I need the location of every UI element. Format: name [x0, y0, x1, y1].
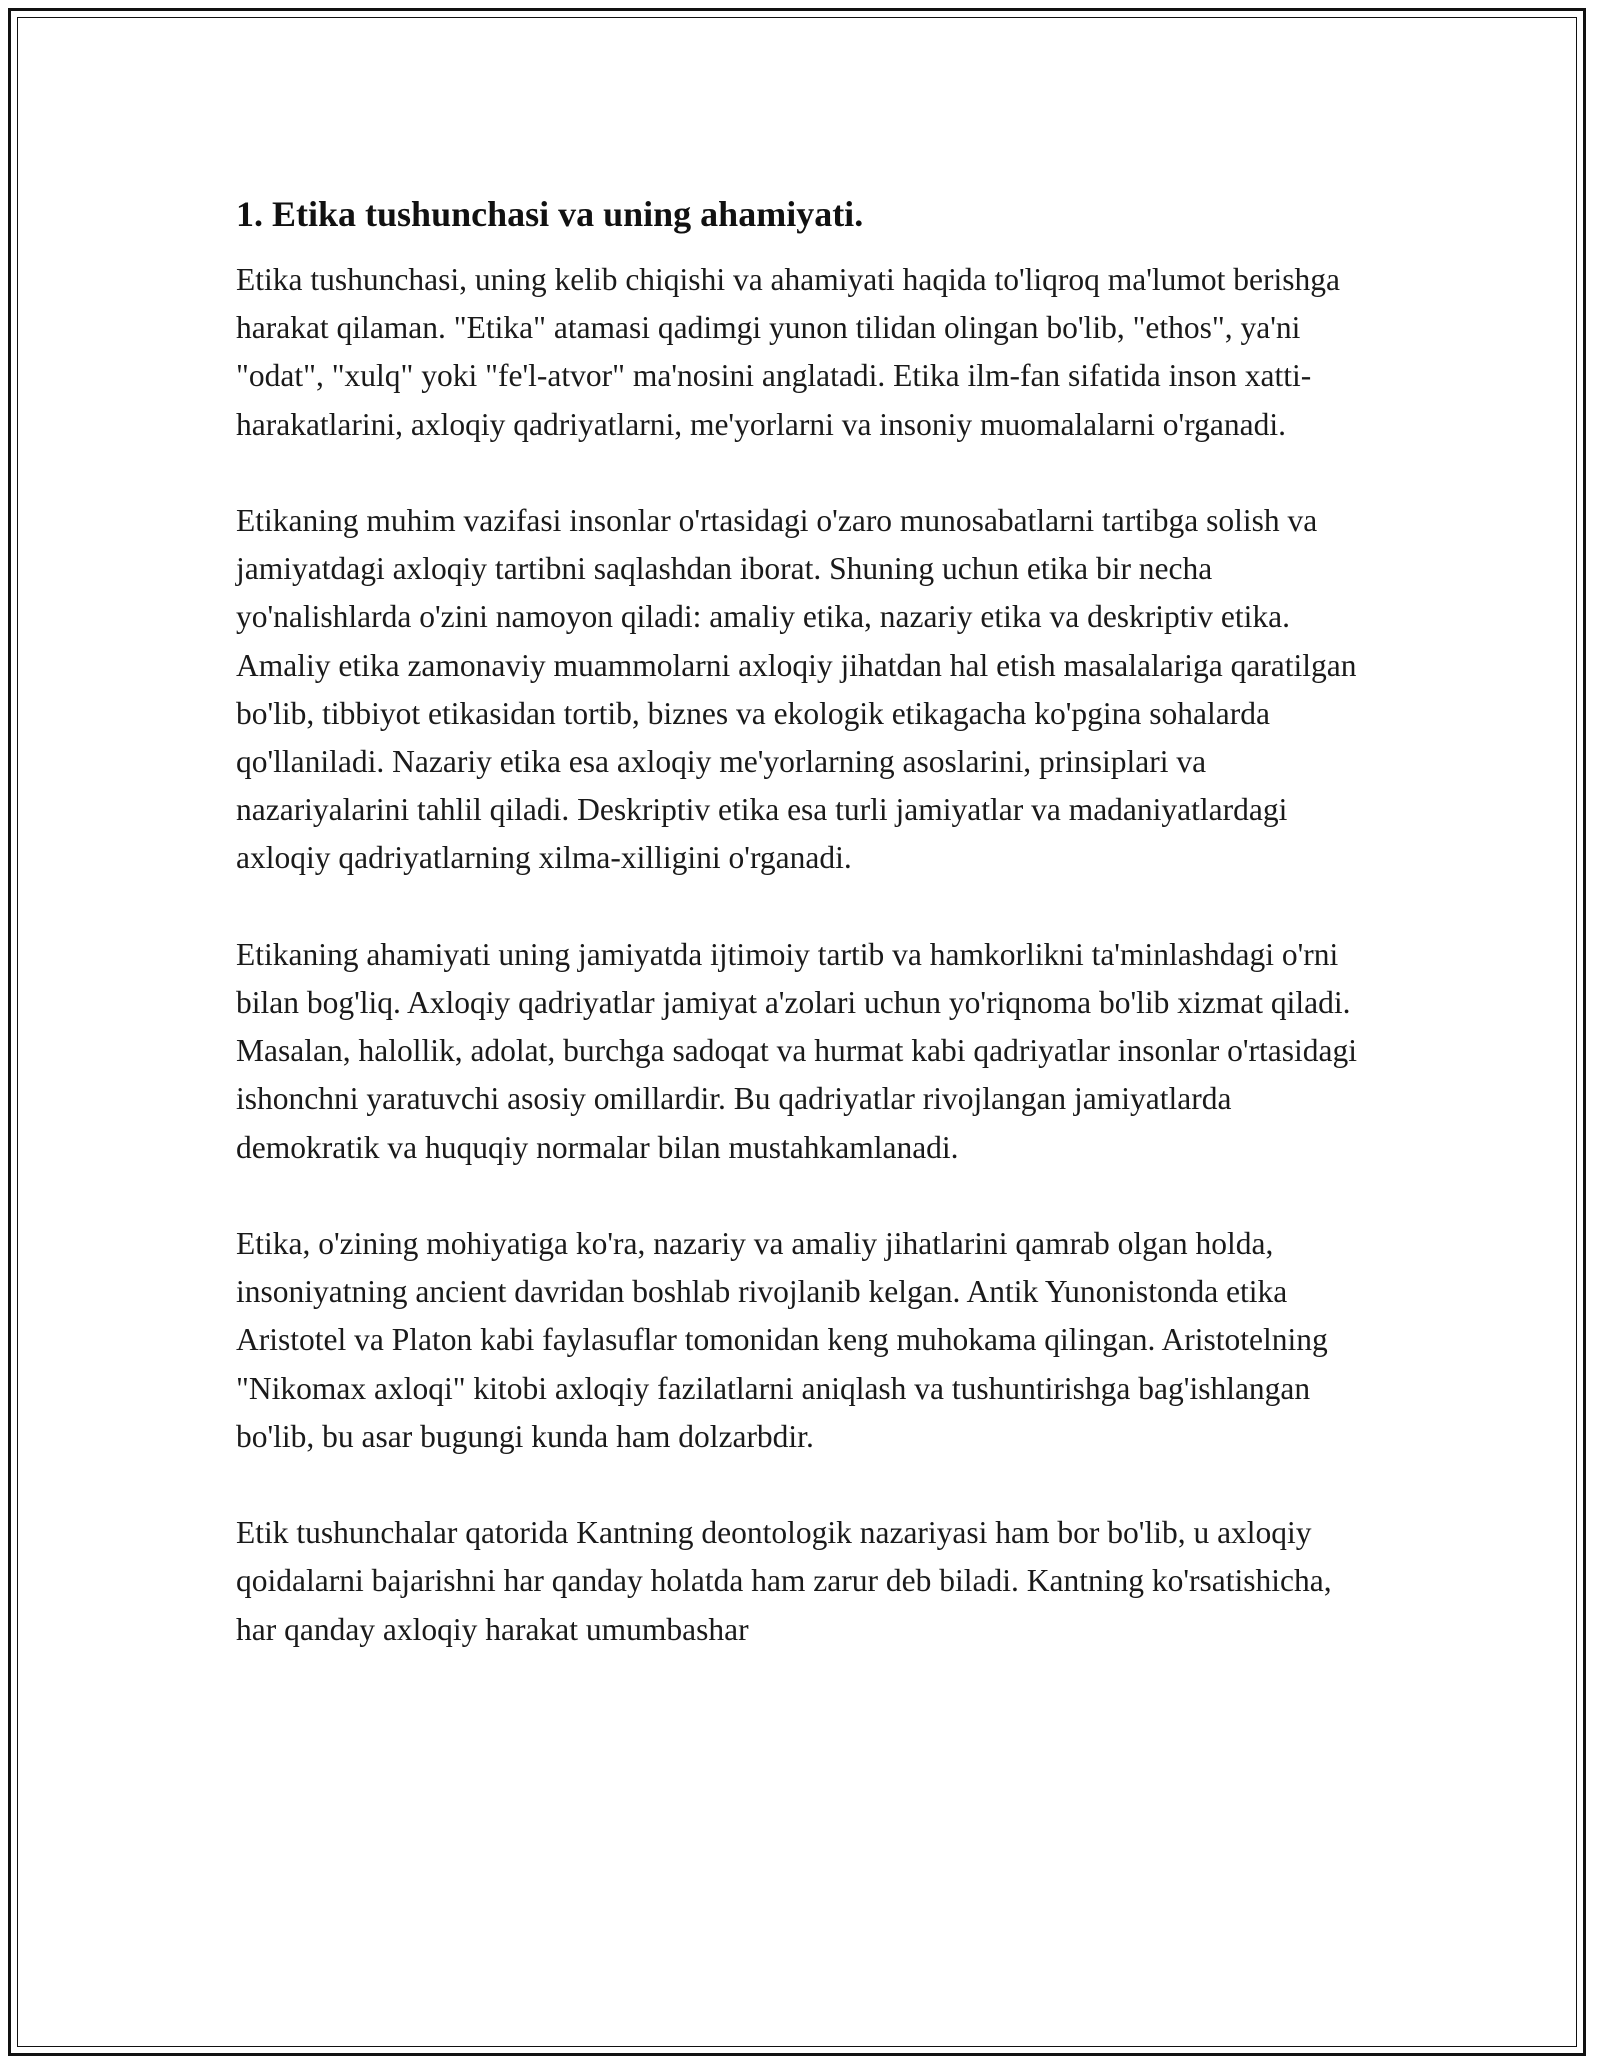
paragraph-ethics-branches: Etikaning muhim vazifasi insonlar o'rtasidagi o'zaro munosabatlarni tartibga solish va jamiyatdagi axloqiy tartibni saqlashdan iborat. Shuning uchun etika bir necha yo'nalishlarda o'zini namoyon qiladi: amaliy etika, nazariy etika va deskriptiv etika. Amaliy etika zamonaviy muammolarni axloqiy jihatdan hal etish masalalariga qaratilgan bo'lib, tibbiyot etikasidan tortib, biznes va ekologik etikagacha ko'pgina sohalarda qo'llaniladi. Nazariy etika esa axloqiy me'yorlarning asoslarini, prinsiplari va nazariyalarini tahlil qiladi. Deskriptiv etika esa turli jamiyatlar va madaniyatlardagi axloqiy qadriyatlarning xilma-xilligini o'rganadi.: [236, 503, 1357, 876]
document-body: [236, 188, 1376, 1654]
paragraph-kant: Etik tushunchalar qatorida Kantning deontologik nazariyasi ham bor bo'lib, u axloqiy qoidalarni bajarishni har qanday holatda ham zarur deb biladi. Kantning ko'rsatishicha, har qanday axloqiy harakat umumbashar: [236, 1515, 1332, 1647]
paragraph-intro: Etika tushunchasi, uning kelib chiqishi va ahamiyati haqida to'liqroq ma'lumot berishga harakat qilaman. "Etika" atamasi qadimgi yunon tilidan olingan bo'lib, "ethos", ya'ni "odat", "xulq" yoki "fe'l-atvor" ma'nosini anglatadi. Etika ilm-fan sifatida inson xatti-harakatlarini, axloqiy qadriyatlarni, me'yorlarni va insoniy muomalalarni o'rganadi.: [236, 262, 1341, 442]
paragraph-ethics-importance: Etikaning ahamiyati uning jamiyatda ijtimoiy tartib va hamkorlikni ta'minlashdagi o'rni bilan bog'liq. Axloqiy qadriyatlar jamiyat a'zolari uchun yo'riqnoma bo'lib xizmat qiladi. Masalan, halollik, adolat, burchga sadoqat va hurmat kabi qadriyatlar insonlar o'rtasidagi ishonchni yaratuvchi asosiy omillardir. Bu qadriyatlar rivojlangan jamiyatlarda demokratik va huquqiy normalar bilan mustahkamlanadi.: [236, 936, 1357, 1165]
paragraph-ethics-history: Etika, o'zining mohiyatiga ko'ra, nazariy va amaliy jihatlarini qamrab olgan holda, insoniyatning ancient davridan boshlab rivojlanib kelgan. Antik Yunonistonda etika Aristotel va Platon kabi faylasuflar tomonidan keng muhokama qilingan. Aristotelning "Nikomax axloqi" kitobi axloqiy fazilatlarni aniqlash va tushuntirishga bag'ishlangan bo'lib, bu asar bugungi kunda ham dolzarbdir.: [236, 1226, 1328, 1454]
section-heading: 1. Etika tushunchasi va uning ahamiyati.: [236, 194, 864, 234]
